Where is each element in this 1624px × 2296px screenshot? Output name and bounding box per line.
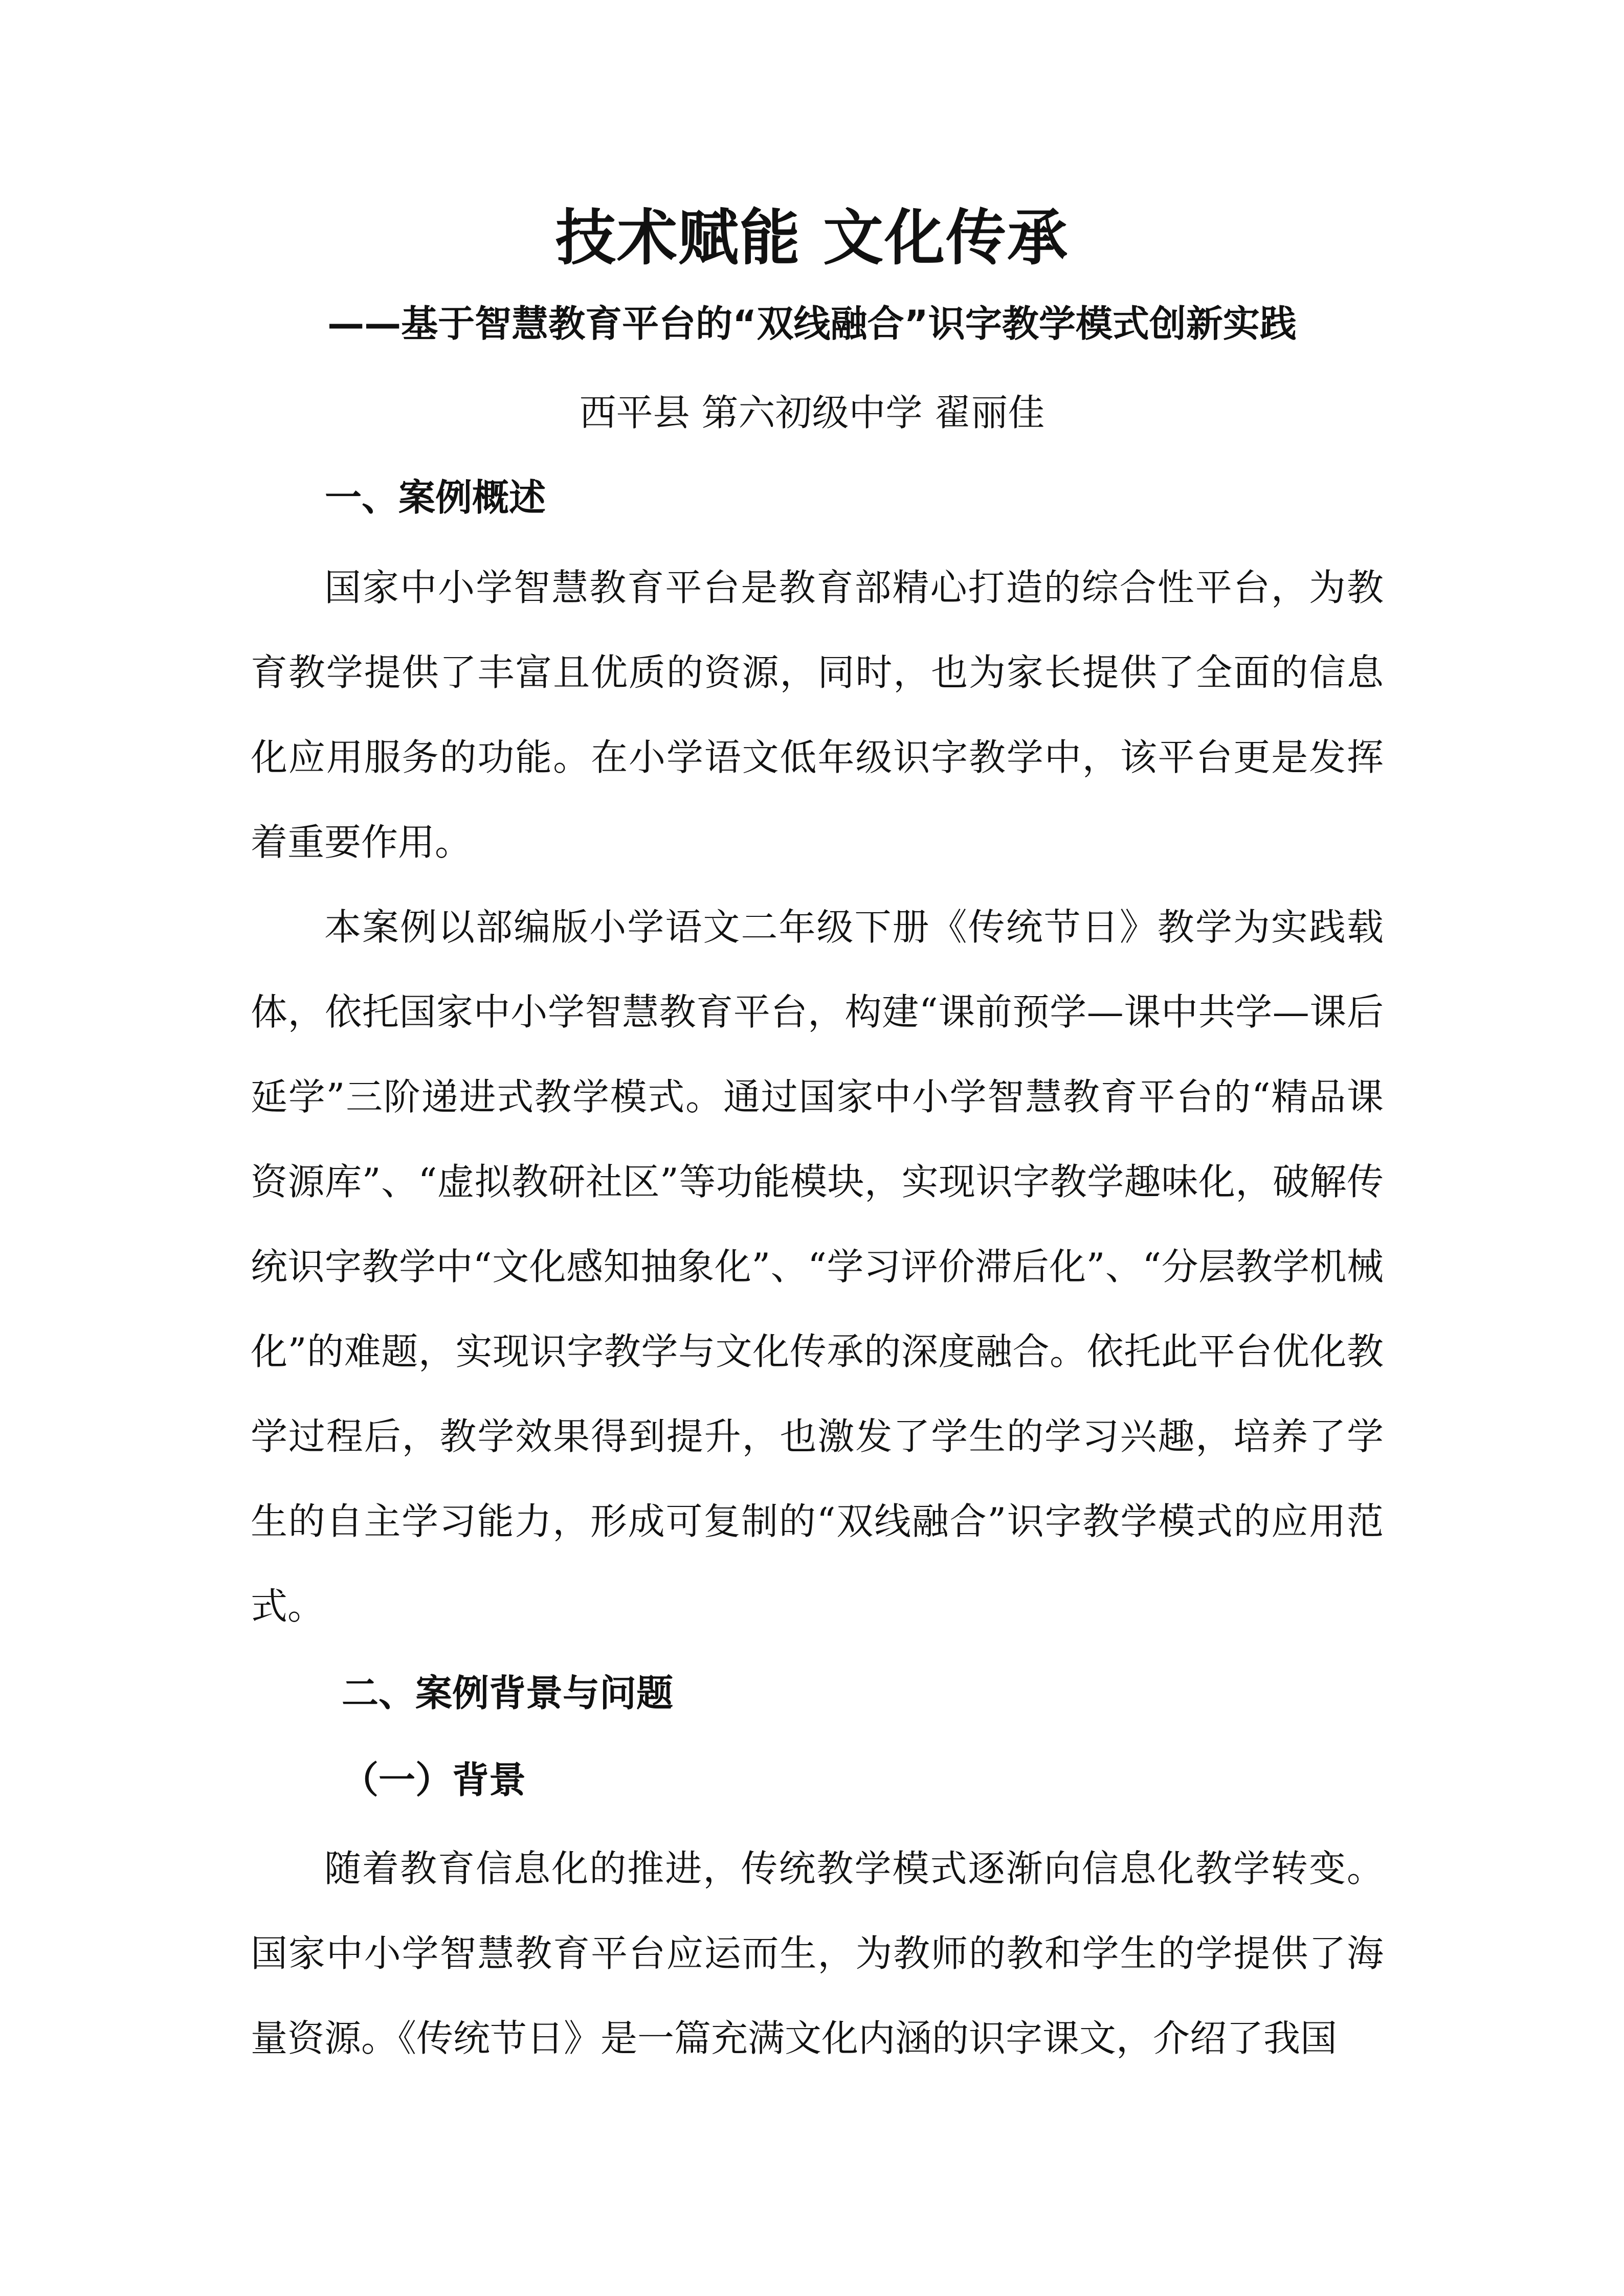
paragraph: 本案例以部编版小学语文二年级下册《传统节日》教学为实践载体，依托国家中小学智慧教育平台，构建“课前预学—课中共学—课后延学”三阶递进式教学模式。通过国家中小学智慧教育平台的“精品课资源库”、“虚拟教研社区”等功能模块，实现识字教学趣味化，破解传统识字教学中“文化感知抽象化”、“学习评价滞后化”、“分层教学机械化”的难题，实现识字教学与文化传承的深度融合。依托此平台优化教学过程后，教学效果得到提升，也激发了学生的学习兴趣，培养了学生的自主学习能力，形成可复制的“双线融合”识字教学模式的应用范式。 bbox=[251, 906, 1384, 1628]
section-background-body bbox=[251, 1826, 1384, 2081]
document-title: 技术赋能 文化传承 bbox=[555, 202, 1069, 273]
document-author: 西平县 第六初级中学 翟丽佳 bbox=[579, 391, 1045, 434]
paragraph: 国家中小学智慧教育平台是教育部精心打造的综合性平台，为教育教学提供了丰富且优质的资源，同时，也为家长提供了全面的信息化应用服务的功能。在小学语文低年级识字教学中，该平台更是发挥着重要作用。 bbox=[251, 566, 1384, 864]
subsection-heading-background: （一）背景 bbox=[342, 1759, 526, 1802]
section-heading-overview: 一、案例概述 bbox=[325, 476, 546, 519]
section-overview-body bbox=[251, 545, 1384, 1649]
section-heading-background: 二、案例背景与问题 bbox=[342, 1672, 674, 1715]
document-subtitle: ——基于智慧教育平台的“双线融合”识字教学模式创新实践 bbox=[327, 302, 1297, 345]
paragraph: 随着教育信息化的推进，传统教学模式逐渐向信息化教学转变。国家中小学智慧教育平台应运而生，为教师的教和学生的学提供了海量资源。《传统节日》是一篇充满文化内涵的识字课文，介绍了我国 bbox=[251, 1847, 1384, 2060]
